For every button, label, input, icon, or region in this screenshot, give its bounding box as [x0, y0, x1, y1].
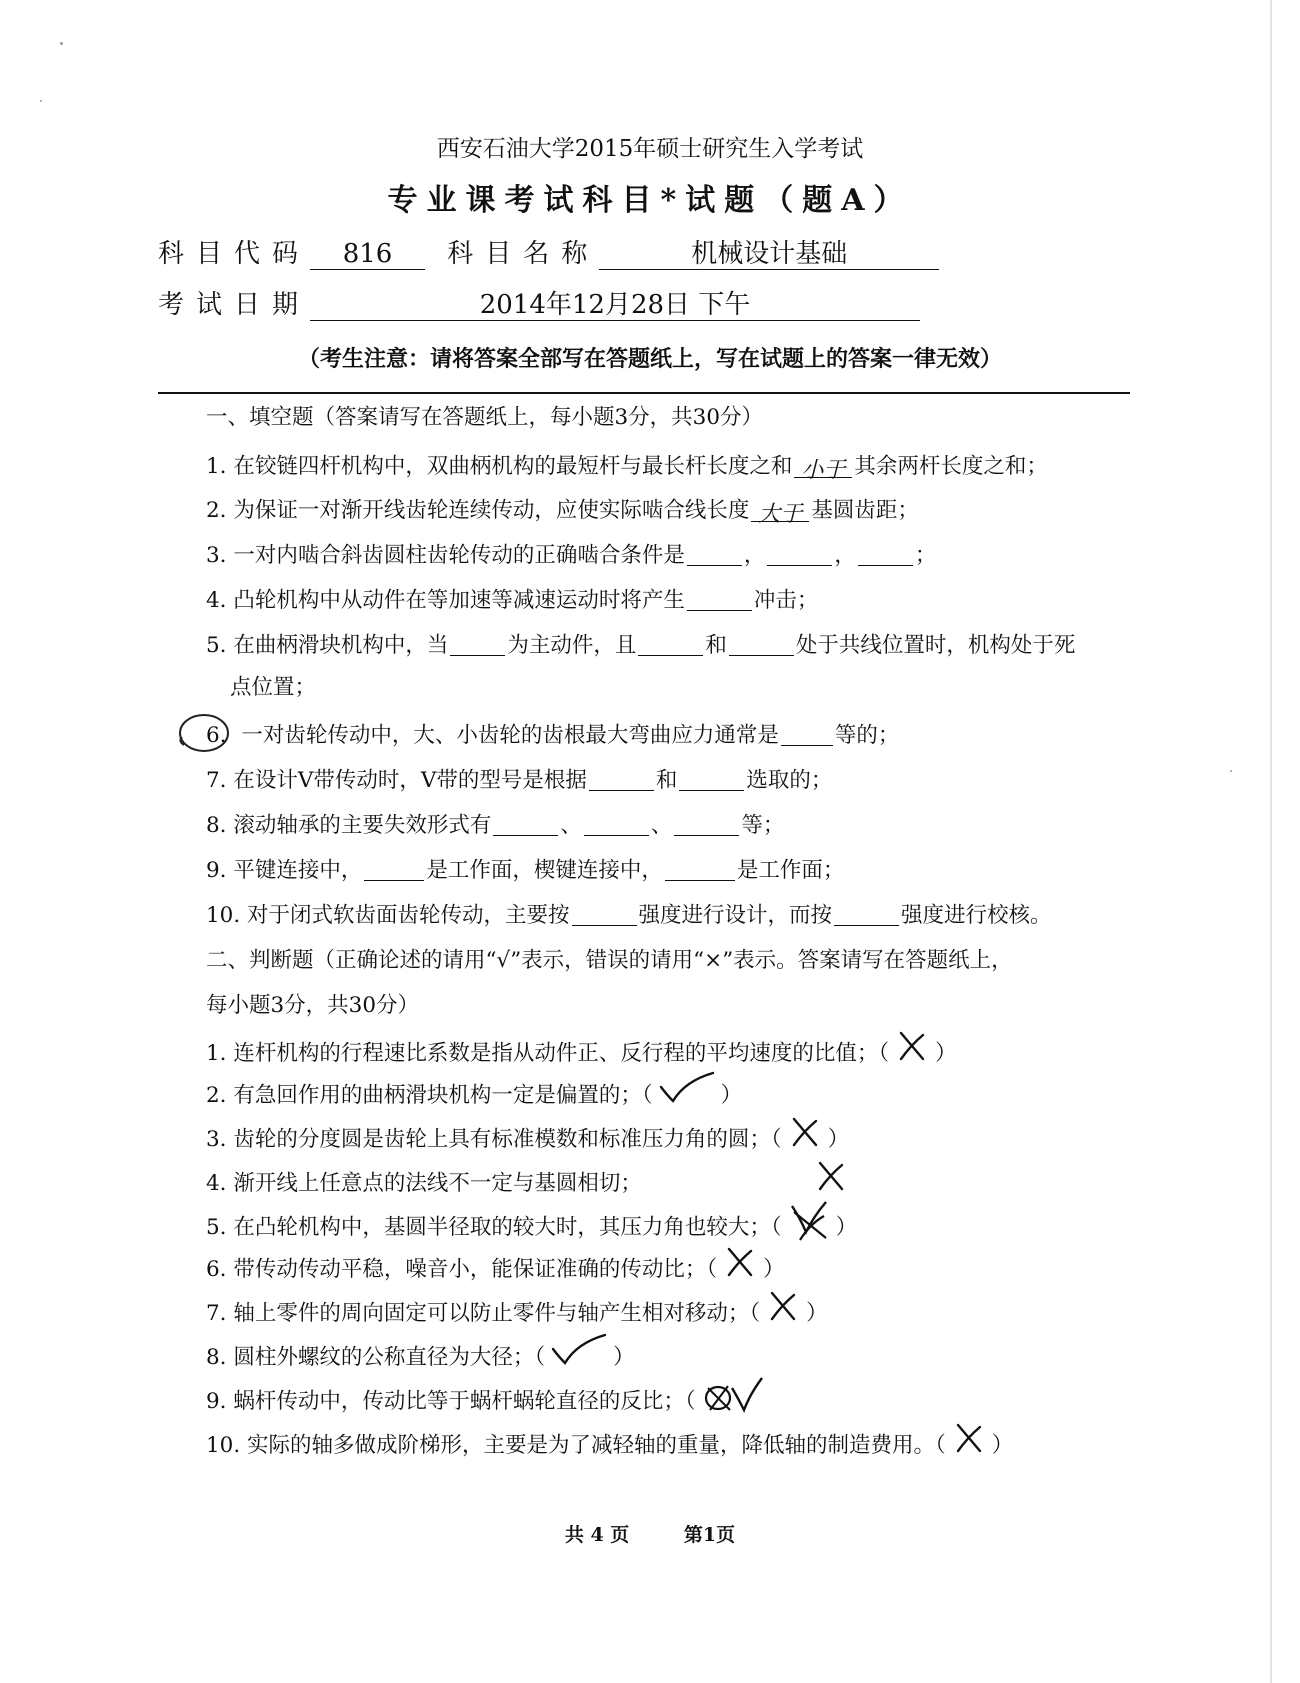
handwritten-cross-mark [893, 1029, 931, 1069]
handwritten-scribble-mark [786, 1198, 832, 1248]
fill-q5-continued: 点位置； [230, 675, 317, 700]
judge-item [206, 1078, 742, 1111]
answer-blank [450, 635, 505, 656]
fill-blank-heading: 一、填空题（答案请写在答题纸上，每小题3分，共30分） [206, 405, 764, 430]
judge-item-close: ） [763, 1257, 785, 1282]
answer-blank [364, 860, 424, 881]
date-label: 考试日期 [158, 290, 311, 320]
judge-item [206, 1296, 828, 1329]
judge-item [206, 1428, 1013, 1461]
hand-circle-mark [176, 711, 232, 755]
circled-number: 6. [206, 723, 227, 748]
judge-item-close: ） [935, 1041, 957, 1066]
fill-q4: 4. 凸轮机构中从动件在等加速等减速运动时将产生 冲击； [206, 588, 819, 613]
judge-item [206, 1122, 849, 1155]
scan-speck [60, 42, 63, 45]
total-pages: 共 4 页 [564, 1524, 630, 1546]
answer-blank [781, 725, 833, 746]
answer-blank [584, 815, 649, 836]
judge-item [206, 1208, 857, 1248]
judge-item [206, 1340, 635, 1373]
fill-q5: 5. 在曲柄滑块机构中，当 为主动件，且 和 处于共线位置时，机构处于死 [206, 633, 1076, 658]
fill-q6: 6. 一对齿轮传动中，大、小齿轮的齿根最大弯曲应力通常是 等的； [206, 718, 899, 749]
answer-blank [572, 905, 637, 926]
handwritten-cross-mark [950, 1421, 988, 1461]
judge-item [206, 1166, 854, 1199]
judge-item [206, 1036, 957, 1069]
answer-blank [767, 545, 832, 566]
judge-item [206, 1384, 770, 1420]
handwritten-check-mark [549, 1333, 609, 1373]
judge-item-close: ） [991, 1433, 1014, 1458]
answer-blank [679, 770, 744, 791]
date-row [158, 284, 920, 321]
current-page: 第1页 [683, 1524, 736, 1546]
answer-blank [674, 815, 739, 836]
name-value: 机械设计基础 [599, 239, 939, 270]
date-value: 2014年12月28日 下午 [310, 290, 920, 321]
fill-q3: 3. 一对内啮合斜齿圆柱齿轮传动的正确啮合条件是 ， ， ； [206, 543, 937, 568]
judge-item-text: 6. 带传动传动平稳，噪音小，能保证准确的传动比；（ [206, 1257, 718, 1282]
fill-q8: 8. 滚动轴承的主要失效形式有 、 、 等； [206, 813, 785, 838]
judge-item-close: ） [835, 1215, 858, 1240]
judge-item-text: 7. 轴上零件的周向固定可以防止零件与轴产生相对移动；（ [206, 1301, 761, 1326]
answer-blank [687, 590, 752, 611]
judge-item-close: ） [827, 1127, 850, 1152]
handwritten-answer: 大于 [751, 497, 809, 522]
answer-blank [834, 905, 899, 926]
code-value: 816 [310, 239, 425, 270]
judge-item-close: ） [720, 1083, 743, 1108]
school-line: 西安石油大学2015年硕士研究生入学考试 [436, 136, 864, 162]
answer-blank [858, 545, 913, 566]
judge-item-text: 5. 在凸轮机构中，基圆半径取的较大时，其压力角也较大；（ [206, 1215, 782, 1240]
handwritten-check-mark [657, 1071, 717, 1111]
subject-row [158, 233, 939, 270]
answer-blank [665, 860, 735, 881]
fill-q7: 7. 在设计V带传动时，V带的型号是根据 和 选取的； [206, 768, 833, 793]
judge-item-text: 9. 蜗杆传动中，传动比等于蜗杆蜗轮直径的反比；（ [206, 1389, 696, 1414]
judge-item-close: ） [806, 1301, 828, 1326]
fill-q2: 2. 为保证一对渐开线齿轮连续传动，应使实际啮合线长度 大于 基圆齿距； [206, 498, 919, 527]
fill-q9: 9. 平键连接中， 是工作面，楔键连接中， 是工作面； [206, 858, 845, 883]
judge-item-close: ） [613, 1345, 635, 1370]
page-footer [0, 1520, 1300, 1547]
handwritten-cross-mark [764, 1289, 802, 1329]
fill-q10: 10. 对于闭式软齿面齿轮传动，主要按 强度进行设计，而按 强度进行校核。 [206, 903, 1052, 928]
handwritten-cross-mark [786, 1115, 824, 1155]
code-label: 科目代码 [158, 239, 311, 269]
header-divider [158, 392, 1130, 394]
exam-title: 专业课考试科目*试题（题A） [387, 183, 913, 218]
answer-blank [589, 770, 654, 791]
candidate-notice: （考生注意：请将答案全部写在答题纸上，写在试题上的答案一律无效） [297, 346, 1002, 372]
answer-blank [638, 635, 703, 656]
scan-speck [1230, 770, 1232, 772]
judge-item-text: 10. 实际的轴多做成阶梯形，主要是为了减轻轴的重量，降低轴的制造费用。（ [206, 1433, 946, 1458]
handwritten-answer: 小于 [794, 453, 852, 478]
handwritten-cross-mark [721, 1245, 759, 1285]
scan-edge [1270, 0, 1272, 1683]
judge-item-text: 3. 齿轮的分度圆是齿轮上具有标准模数和标准压力角的圆；（ [206, 1127, 782, 1152]
judge-item [206, 1252, 785, 1285]
handwritten-cross-mark [812, 1159, 850, 1199]
handwritten-scribble-check-mark [700, 1374, 766, 1420]
scan-speck [40, 100, 42, 102]
fill-q1: 1. 在铰链四杆机构中，双曲柄机构的最短杆与最长杆长度之和 小于 其余两杆长度之和； [206, 454, 1048, 483]
judge-item-text: 8. 圆柱外螺纹的公称直径为大径；（ [206, 1345, 546, 1370]
answer-blank [687, 545, 742, 566]
judge-heading-line1: 二、判断题（正确论述的请用“√”表示，错误的请用“×”表示。答案请写在答题纸上， [206, 948, 1013, 973]
answer-blank [493, 815, 558, 836]
judge-item-text: 2. 有急回作用的曲柄滑块机构一定是偏置的；（ [206, 1083, 653, 1108]
name-label: 科目名称 [447, 239, 600, 269]
answer-blank [729, 635, 794, 656]
judge-item-text: 4. 渐开线上任意点的法线不一定与基圆相切； [206, 1171, 642, 1196]
judge-item-text: 1. 连杆机构的行程速比系数是指从动件正、反行程的平均速度的比值；（ [206, 1041, 890, 1066]
judge-heading-line2: 每小题3分，共30分） [206, 993, 420, 1018]
